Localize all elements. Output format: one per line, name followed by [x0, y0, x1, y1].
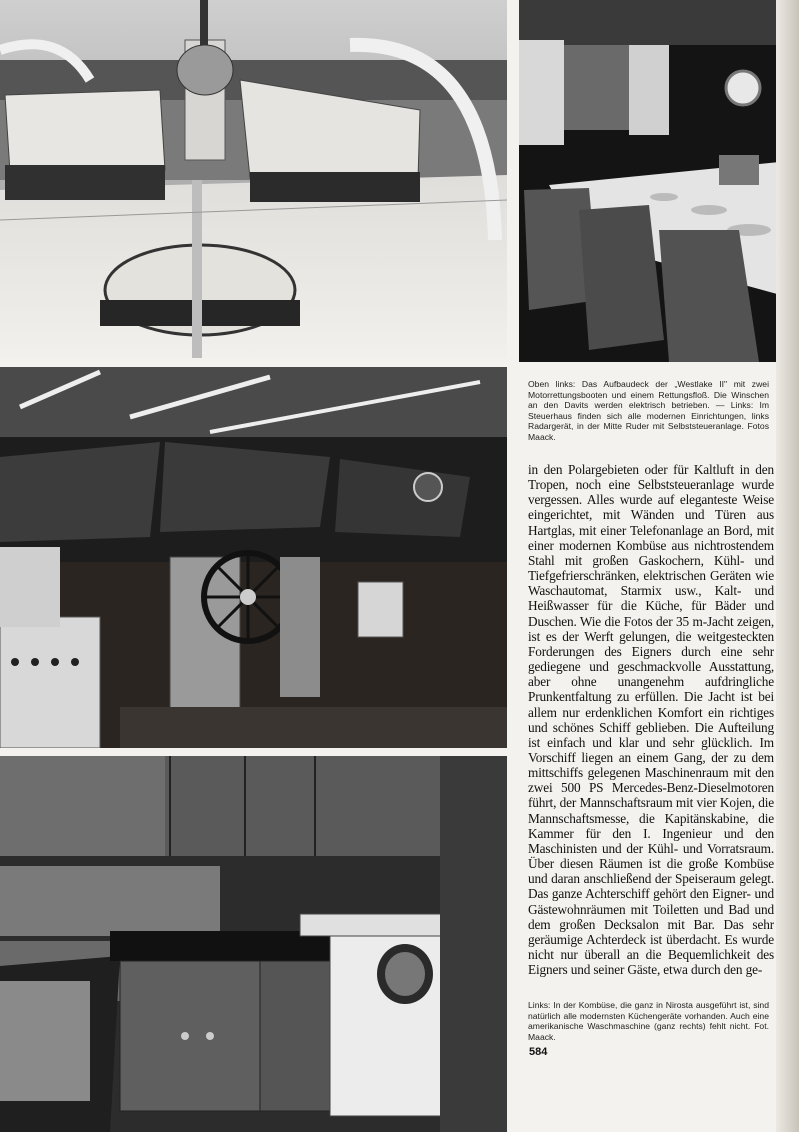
page-fold [776, 0, 799, 1132]
photo-deck-lifeboats [0, 0, 507, 358]
caption-deck-wheelhouse: Oben links: Das Aufbaudeck der „Westlake II" mit zwei Motorrettungsbooten und einem Rettungsfloß. Die Winschen an den Davits werden elektrisch betrieben. — Links: Im Steuerhaus finden sich alle modernen Einrichtungen, links Radargerät, in der Mitte Ruder mit Selbststeueranlage. Fotos Maack. [528, 379, 769, 442]
article-body-text: in den Polargebieten oder für Kaltluft in den Tropen, noch eine Selbststeueranlage wurde vergessen. Alles wurde auf eleganteste Weise eingerichtet, mit Wänden und Türen aus Hartglas, mit einer Telefonanlage an Bord, mit einer modernen Kombüse aus nichtrostendem Stahl mit großen Gaskochern, Kühl- und Tiefgefrierschränken, elektrischen Geräten wie Waschautomat, Starmix usw., Kalt- und Heißwasser für die Küche, für Bäder und Duschen. Wie die Fotos der 35 m-Jacht zeigen, ist es der Werft gelungen, die weitgesteckten Forderungen des Eigners durch eine sehr gediegene und geschmackvolle Ausstattung, aber ohne unangenehm aufdringliche Prunkentfaltung zu erfüllen. Die Jacht ist bei allem nur erdenklichen Komfort ein richtiges und schönes Schiff geblieben. Die Aufteilung ist einfach und klar und sehr glücklich. Im Vorschiff liegen an einem Gang, der zu dem mittschiffs gelegenen Maschinenraum mit den zwei 500 PS Mercedes-Benz-Dieselmotoren führt, der Mannschaftsraum mit vier Kojen, die Mannschaftsmesse, die Kapitänskabine, die Kammer für den I. Ingenieur und den Maschinisten und der Kühl- und Vorratsraum. Über diesen Räumen ist die große Kombüse und daran anschließend der Speiseraum gelegt. Das ganze Achterschiff gehört den Eigner- und Gästewohnräumen mit Toiletten und Bad und dem großen Decksalon mit Bar. Das sehr geräumige Achterdeck ist überdacht. Es wurde nicht nur überall an die Bequemlichkeit des Eigners und seiner Gäste, etwa durch den ge- [528, 462, 774, 978]
photo-wheelhouse [0, 367, 507, 748]
photo-galley [0, 756, 507, 1132]
photo-dining-room [519, 0, 799, 362]
page-number: 584 [529, 1046, 548, 1058]
caption-galley: Links: In der Kombüse, die ganz in Nirosta ausgeführt ist, sind natürlich alle modernsten Küchengeräte vorhanden. Auch eine amerikanische Waschmaschine (ganz rechts) fehlt nicht. Fot. Maack. [528, 1000, 769, 1042]
